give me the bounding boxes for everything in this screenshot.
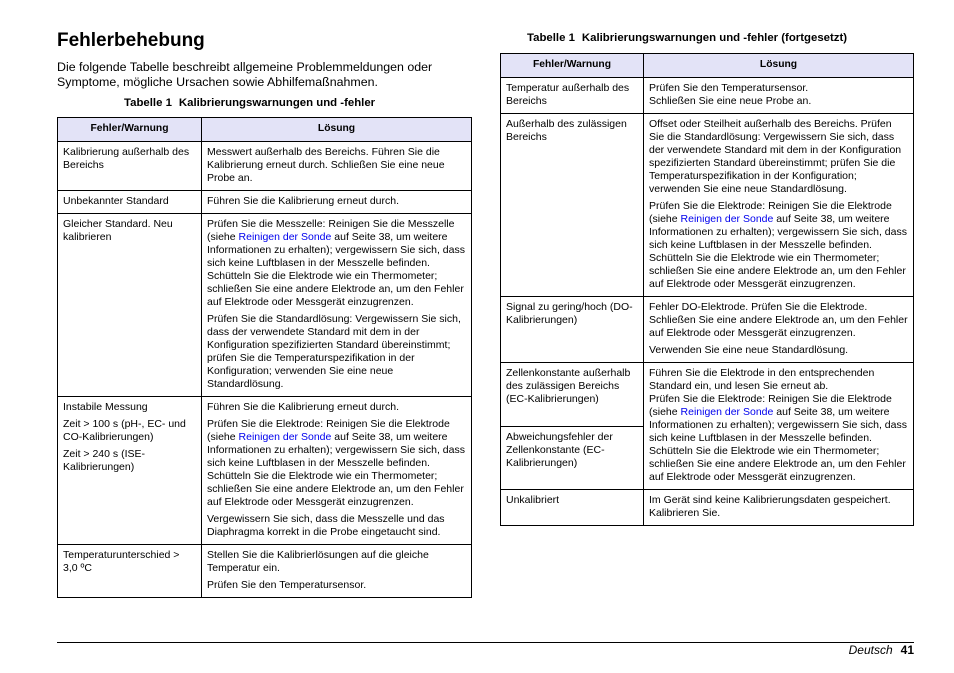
table1-caption-title: Kalibrierungswarnungen und -fehler: [178, 97, 376, 109]
table-row: [501, 363, 914, 427]
warning-cell: Außerhalb des zulässigen Bereichs: [501, 114, 644, 297]
footer-language: Deutsch: [848, 643, 893, 657]
solution-cell: Offset oder Steilheit außerhalb des Bereichs. Prüfen Sie die Standardlösung: Vergewissern Sie sich, dass der verwendete Standard mit dem in der Konfiguration spezifizierten Standard übereinstimmt; prüfen Sie die Temperaturspezifikation in der Konfiguration; verwenden Sie eine neue Standardlösung. Prüfen Sie die Elektrode: Reinigen Sie die Elektrode (siehe Reinigen der Sonde auf Seite 38, um weitere Informationen zu erhalten); vergewissern Sie sich, dass sich keine Luftblasen in der Messzelle befinden. Schütteln Sie die Elektrode wie ein Thermometer; schließen Sie eine andere Elektrode an, um den Fehler auf Elektrode oder Messgerät einzugrenzen.: [644, 114, 914, 297]
table-row: [501, 78, 914, 114]
warning-cell: Abweichungsfehler der Zellenkonstante (EC-Kalibrierungen): [501, 426, 644, 490]
calibration-table-continued: [500, 53, 914, 526]
warning-cell: Temperatur außerhalb des Bereichs: [501, 78, 644, 114]
page-number: 41: [900, 643, 914, 657]
table1-continued-caption-title: Kalibrierungswarnungen und -fehler (fortgesetzt): [581, 32, 848, 44]
warning-cell: Unkalibriert: [501, 490, 644, 526]
table-row: [501, 114, 914, 297]
warning-cell: Unbekannter Standard: [58, 191, 202, 214]
solution-cell: Führen Sie die Elektrode in den entsprechenden Standard ein, und lesen Sie erneut ab. Prüfen Sie die Elektrode: Reinigen Sie die Elektrode (siehe Reinigen der Sonde auf Seite 38, um weitere Informationen zu erhalten); vergewissern Sie sich, dass sich keine Luftblasen in der Messzelle befinden. Schütteln Sie die Elektrode wie ein Thermometer; schließen Sie eine andere Elektrode an, um den Fehler auf Elektrode oder Messgerät einzugrenzen.: [644, 363, 914, 490]
warning-cell: Temperaturunterschied > 3,0 ºC: [58, 545, 202, 598]
table-row: [501, 297, 914, 363]
solution-cell: Im Gerät sind keine Kalibrierungsdaten gespeichert. Kalibrieren Sie.: [644, 490, 914, 526]
table-row: [58, 397, 472, 545]
calibration-table: [57, 117, 472, 598]
link-reinigen-der-sonde[interactable]: Reinigen der Sonde: [680, 213, 774, 225]
warning-cell: Signal zu gering/hoch (DO-Kalibrierungen): [501, 297, 644, 363]
link-reinigen-der-sonde[interactable]: Reinigen der Sonde: [238, 431, 332, 443]
table-row: [58, 545, 472, 598]
link-reinigen-der-sonde[interactable]: Reinigen der Sonde: [680, 406, 774, 418]
table-row: [58, 142, 472, 191]
warning-cell: Gleicher Standard. Neu kalibrieren: [58, 214, 202, 397]
solution-cell: Prüfen Sie die Messzelle: Reinigen Sie die Messzelle (siehe Reinigen der Sonde auf Seite 38, um weitere Informationen zu erhalten); vergewissern Sie sich, dass sich keine Luftblasen in der Messzelle befinden. Schütteln Sie die Elektrode wie ein Thermometer; schließen Sie eine andere Elektrode an, um den Fehler auf Elektrode oder Messgerät einzugrenzen. Prüfen Sie die Standardlösung: Vergewissern Sie sich, dass der verwendete Standard mit dem in der Konfiguration spezifizierten Standard übereinstimmt; prüfen Sie die Temperaturspezifikation in der Konfiguration; verwenden Sie eine neue Standardlösung.: [202, 214, 472, 397]
solution-cell: Fehler DO-Elektrode. Prüfen Sie die Elektrode. Schließen Sie eine andere Elektrode an, um den Fehler auf Elektrode oder Messgerät einzugrenzen. Verwenden Sie eine neue Standardlösung.: [644, 297, 914, 363]
intro-paragraph: Die folgende Tabelle beschreibt allgemeine Problemmeldungen oder Symptome, mögliche Ursachen sowie Abhilfemaßnahmen.: [57, 60, 433, 89]
header-loesung: Lösung: [644, 54, 914, 78]
solution-cell: Prüfen Sie den Temperatursensor. Schließen Sie eine neue Probe an.: [644, 78, 914, 114]
table1-caption-number: Tabelle 1: [124, 97, 172, 109]
link-reinigen-der-sonde[interactable]: Reinigen der Sonde: [238, 231, 332, 243]
warning-cell: Kalibrierung außerhalb des Bereichs: [58, 142, 202, 191]
page-footer: [849, 643, 914, 657]
solution-cell: Messwert außerhalb des Bereichs. Führen Sie die Kalibrierung erneut durch. Schließen Sie eine neue Probe an.: [202, 142, 472, 191]
page-title: Fehlerbehebung: [57, 30, 205, 51]
header-fehler-warnung: Fehler/Warnung: [501, 54, 644, 78]
table1-continued-caption: [527, 32, 847, 44]
solution-cell: Führen Sie die Kalibrierung erneut durch.: [202, 191, 472, 214]
solution-cell: Führen Sie die Kalibrierung erneut durch. Prüfen Sie die Elektrode: Reinigen Sie die Elektrode (siehe Reinigen der Sonde auf Seite 38, um weitere Informationen zu erhalten); vergewissern Sie sich, dass sich keine Luftblasen in der Messzelle befinden. Schütteln Sie die Elektrode wie ein Thermometer; schließen Sie eine andere Elektrode an, um den Fehler auf Elektrode oder Messgerät einzugrenzen. Vergewissern Sie sich, dass die Messzelle und das Diaphragma korrekt in die Probe eingetaucht sind.: [202, 397, 472, 545]
header-loesung: Lösung: [202, 118, 472, 142]
table-row: [58, 214, 472, 397]
table-row: [501, 490, 914, 526]
footer-divider: [57, 642, 914, 643]
warning-cell: Zellenkonstante außerhalb des zulässigen Bereichs (EC-Kalibrierungen): [501, 363, 644, 427]
warning-cell: Instabile Messung Zeit > 100 s (pH-, EC- und CO-Kalibrierungen) Zeit > 240 s (ISE-Kalibrierungen): [58, 397, 202, 545]
header-fehler-warnung: Fehler/Warnung: [58, 118, 202, 142]
table1-caption: [124, 97, 375, 109]
solution-cell: Stellen Sie die Kalibrierlösungen auf die gleiche Temperatur ein. Prüfen Sie den Temperatursensor.: [202, 545, 472, 598]
table-row: [58, 191, 472, 214]
table1-continued-caption-number: Tabelle 1: [527, 32, 575, 44]
